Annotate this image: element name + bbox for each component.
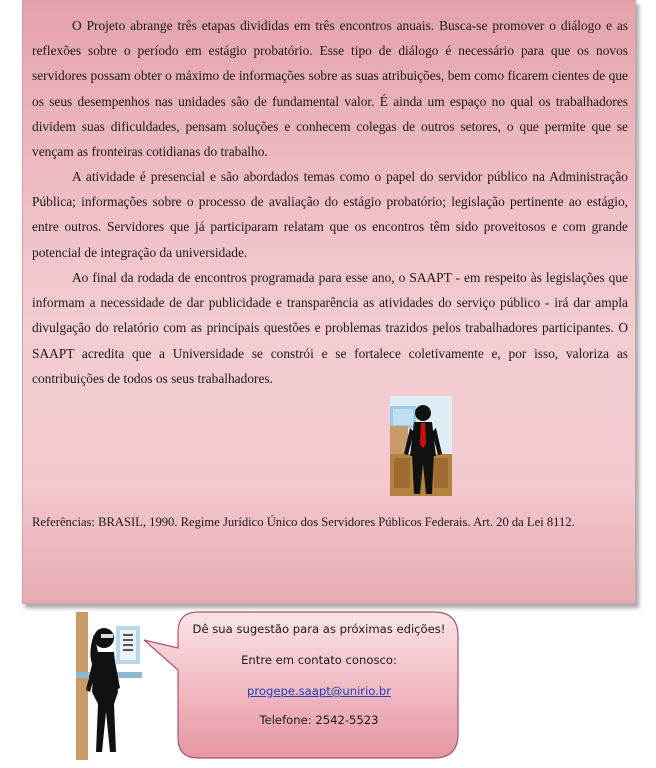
businesswoman-silhouette-icon bbox=[76, 612, 142, 760]
email-link[interactable]: progepe.saapt@unirio.br bbox=[247, 684, 391, 698]
contact-text: Entre em contato conosco: bbox=[241, 653, 397, 667]
paragraph-1: O Projeto abrange três etapas divididas em três encontros anuais. Busca-se promover o diálogo e as reflexões sobre o período em estágio probatório. Esse tipo de diálogo é necessário para que os novos servidores possam obter o máximo de informações sobre as suas atribuições, bem como ficarem cientes de que os seus desempenhos nas unidades são de fundamental valor. É ainda um espaço no qual os trabalhadores dividem suas dificuldades, pensam soluções e conhecem colegas de outros setores, o que permite que se vençam as fronteiras cotidianas do trabalho. bbox=[32, 18, 628, 160]
paragraph-3: Ao final da rodada de encontros programada para esse ano, o SAAPT - em respeito às legislações que informam a necessidade de dar publicidade e transparência as atividades do serviço público - irá dar ampla divulgação do relatório com as principais questões e problemas trazidos pelos trabalhadores participantes. O SAAPT acredita que a Universidade se constrói e se fortalece coletivamente e, por isso, valoriza as contribuições de todos os seus trabalhadores. bbox=[32, 270, 628, 386]
phone-text: Telefone: 2542-5523 bbox=[259, 713, 379, 727]
contact-speech-bubble bbox=[140, 610, 460, 760]
references: Referências: BRASIL, 1990. Regime Jurídico Único dos Servidores Públicos Federais. Art. 20 da Lei 8112. bbox=[32, 515, 575, 529]
suggestion-text: Dê sua sugestão para as próximas edições! bbox=[192, 622, 446, 636]
paragraph-2: A atividade é presencial e são abordados temas como o papel do servidor público na Administração Pública; informações sobre o processo de avaliação do estágio probatório; legislação pertinente ao estágio, entre outros. Servidores que já participaram relatam que os encontros têm sido proveitosos e com grande potencial de integração da universidade. bbox=[32, 169, 628, 260]
businessman-silhouette-icon bbox=[390, 396, 452, 496]
